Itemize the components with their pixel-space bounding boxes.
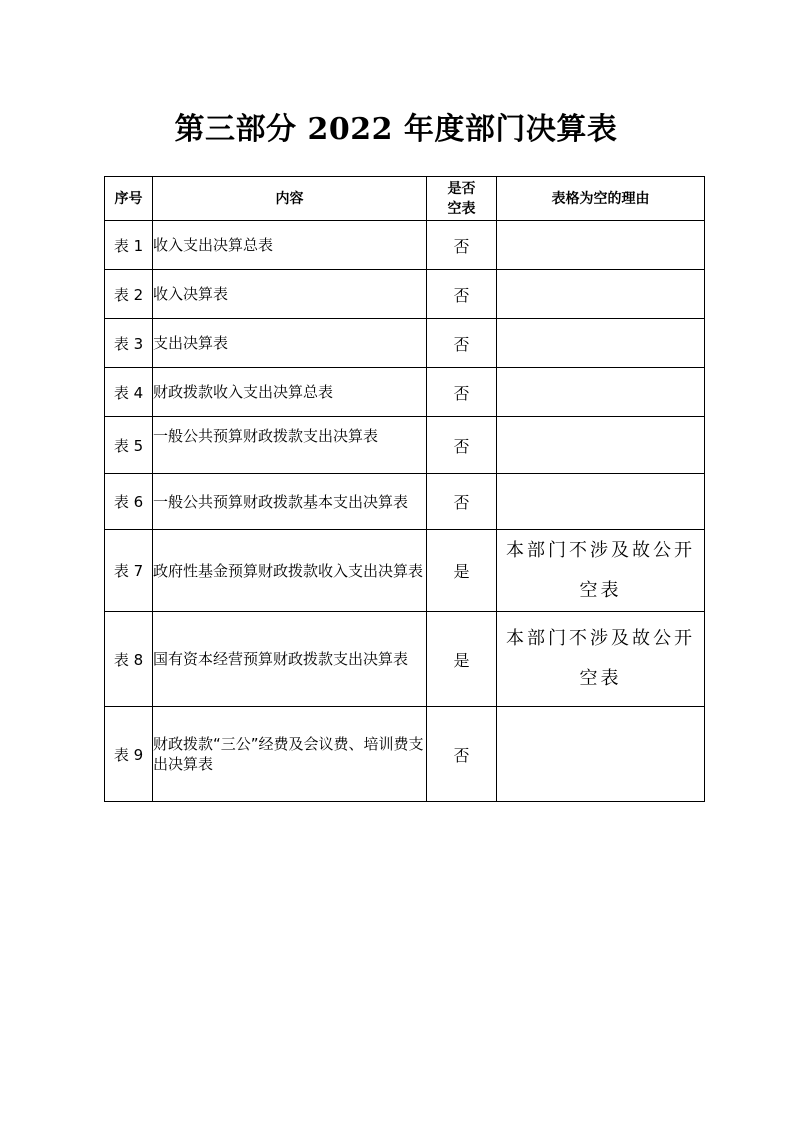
row-content: 支出决算表	[153, 319, 427, 368]
table-row	[105, 417, 705, 474]
row-content: 收入决算表	[153, 270, 427, 319]
budget-table	[104, 176, 705, 802]
row-index: 表 1	[105, 221, 153, 270]
row-reason-line1: 本部门不涉及故公开	[506, 628, 695, 649]
row-reason	[497, 319, 705, 368]
row-reason	[497, 530, 705, 612]
table-row	[105, 221, 705, 270]
table-header-row	[105, 177, 705, 221]
table-row	[105, 707, 705, 802]
page-title: 第三部分 2022 年度部门决算表	[174, 112, 618, 147]
row-reason	[497, 221, 705, 270]
row-index: 表 2	[105, 270, 153, 319]
row-reason	[497, 612, 705, 707]
row-index: 表 6	[105, 474, 153, 530]
row-is-empty: 否	[427, 417, 497, 474]
row-index: 表 4	[105, 368, 153, 417]
row-index: 表 3	[105, 319, 153, 368]
row-is-empty: 否	[427, 221, 497, 270]
table-row	[105, 474, 705, 530]
table-row	[105, 270, 705, 319]
table-row	[105, 530, 705, 612]
row-is-empty: 否	[427, 474, 497, 530]
row-content: 财政拨款“三公”经费及会议费、培训费支出决算表	[153, 707, 427, 802]
row-content: 政府性基金预算财政拨款收入支出决算表	[153, 530, 427, 612]
row-reason-line2: 空表	[579, 579, 622, 601]
header-content: 内容	[153, 177, 427, 221]
row-is-empty: 否	[427, 270, 497, 319]
row-content: 收入支出决算总表	[153, 221, 427, 270]
row-is-empty: 否	[427, 707, 497, 802]
row-is-empty: 否	[427, 319, 497, 368]
header-is-empty-line2: 空表	[447, 200, 476, 217]
row-content: 一般公共预算财政拨款支出决算表	[153, 417, 427, 474]
row-reason-line2: 空表	[579, 668, 622, 689]
row-reason	[497, 368, 705, 417]
row-index: 表 8	[105, 612, 153, 707]
row-index: 表 9	[105, 707, 153, 802]
table-row	[105, 368, 705, 417]
row-content: 国有资本经营预算财政拨款支出决算表	[153, 612, 427, 707]
row-content: 财政拨款收入支出决算总表	[153, 368, 427, 417]
table-row	[105, 319, 705, 368]
header-is-empty-line1: 是否	[447, 180, 476, 197]
row-reason	[497, 270, 705, 319]
header-reason: 表格为空的理由	[497, 177, 705, 221]
row-index: 表 5	[105, 417, 153, 474]
row-reason	[497, 707, 705, 802]
header-is-empty	[427, 177, 497, 221]
row-index: 表 7	[105, 530, 153, 612]
header-index: 序号	[105, 177, 153, 221]
row-reason	[497, 417, 705, 474]
row-reason-line1: 本部门不涉及故公开	[506, 539, 695, 561]
row-is-empty: 是	[427, 612, 497, 707]
row-content: 一般公共预算财政拨款基本支出决算表	[153, 474, 427, 530]
row-is-empty: 否	[427, 368, 497, 417]
table-row	[105, 612, 705, 707]
row-is-empty: 是	[427, 530, 497, 612]
row-reason	[497, 474, 705, 530]
